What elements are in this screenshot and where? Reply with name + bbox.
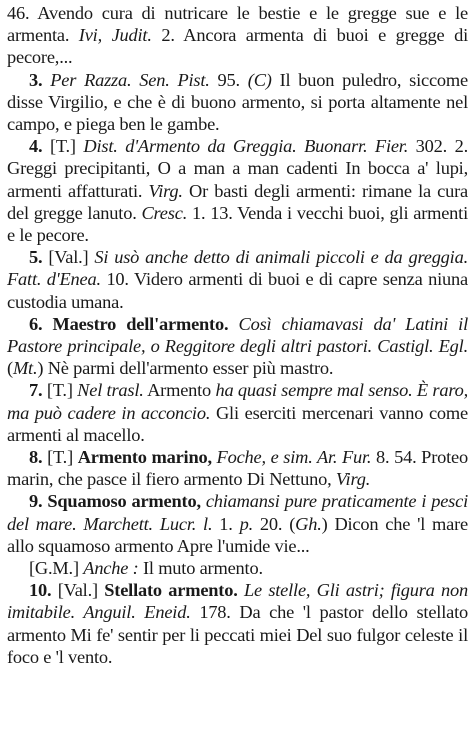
entry-10 xyxy=(7,579,468,668)
entry-number: 7. xyxy=(29,380,43,401)
entry-text: [G.M.] xyxy=(29,558,84,579)
entry-text: 95. xyxy=(209,69,248,90)
entry-text: [T.] xyxy=(42,380,78,401)
entry-text: ) Dicon che 'l mare allo squamoso armento Apre l'umide vie... xyxy=(7,513,469,556)
entry-6 xyxy=(7,313,468,380)
entry-text: Il buon puledro, siccome disse Virgilio, e che è di buono armento, si porta altamente nel campo, e piega ben le gambe. xyxy=(7,69,468,135)
entry-text: 20. ( xyxy=(252,513,296,534)
source-tag: Mt. xyxy=(12,358,38,379)
definition: Anche : xyxy=(83,558,139,579)
entry-text: ( xyxy=(7,358,13,379)
entry-number: 9. xyxy=(29,491,43,512)
entry-text: [T.] xyxy=(42,136,84,157)
entry-text: 8. 54. Proteo marin, che pasce il fiero armento Di Nettuno, xyxy=(7,447,468,490)
entry-7 xyxy=(7,379,468,446)
citation: Cresc. xyxy=(141,202,188,223)
entry-text: Gli eserciti mercenari vanno come armenti al macello. xyxy=(7,402,468,445)
entry-text: 10. Videro armenti di buoi e di capre senza niuna custodia umana. xyxy=(7,269,468,312)
headword: Armento marino, xyxy=(77,447,212,468)
citation: p. xyxy=(239,513,253,534)
entry-text: Armento xyxy=(143,380,216,401)
citation: Ivi, Judit. xyxy=(78,25,152,46)
definition: Foche, e sim. Ar. Fur. xyxy=(211,447,372,468)
entry-3 xyxy=(7,69,468,136)
source-tag: (C) xyxy=(247,69,272,90)
entry-text: [Val.] xyxy=(42,247,95,268)
entry-text: Il muto armento. xyxy=(138,558,263,579)
entry-text: 2. Ancora armenta di buoi e gregge di pecore,... xyxy=(7,25,468,68)
entry-8 xyxy=(7,446,468,490)
citation: Virg. xyxy=(148,180,183,201)
entry-9 xyxy=(7,490,468,557)
source-tag: Gh. xyxy=(295,513,322,534)
entry-text: ) Nè parmi dell'armento esser più mastro. xyxy=(37,358,334,379)
definition: ha quasi sempre mal senso. È raro, ma può cadere in acconcio. xyxy=(7,380,468,423)
entry-text: 46. Avendo cura di nutricare le bestie e le gregge sue e le armenta. xyxy=(7,3,468,46)
headword: Maestro dell'armento. xyxy=(42,313,229,334)
definition: Per Razza. Sen. Pist. xyxy=(42,69,210,90)
entry-9-addendum xyxy=(7,557,468,579)
entry-text: 302. 2. Greggi precipitanti, O a man a man cadenti In bocca a' lupi, armenti affatturati. xyxy=(7,136,468,201)
entry-4 xyxy=(7,135,468,246)
definition: Le stelle, Gli astri; figura non imitabile. Anguil. Eneid. xyxy=(7,580,469,623)
entry-text: [T.] xyxy=(42,447,78,468)
entry-number: 5. xyxy=(29,247,43,268)
entry-text: 1. xyxy=(212,513,240,534)
headword: Stellato armento. xyxy=(104,580,238,601)
entry-number: 6. xyxy=(29,313,43,334)
definition: Così chiamavasi da' Latini il Pastore principale, o Reggitore degli altri pastori. Castigl. Egl. xyxy=(7,313,468,357)
entry-number: 10. xyxy=(29,580,52,601)
citation: Virg. xyxy=(335,469,371,490)
entry-number: 8. xyxy=(29,447,43,468)
entry-5 xyxy=(7,246,468,313)
entry-1 xyxy=(7,2,468,69)
entry-text: 1. 13. Venda i vecchi buoi, gli armenti e le pecore. xyxy=(7,202,468,246)
definition: Nel trasl. xyxy=(77,380,144,401)
entry-number: 3. xyxy=(29,69,43,90)
definition: chiamansi pure praticamente i pesci del mare. Marchett. Lucr. l. xyxy=(7,491,468,534)
entry-text: 178. Da che 'l pastor dello stellato armento Mi fe' sentir per li peccati miei Del suo fulgor celeste il foco e 'l vento. xyxy=(7,602,468,667)
headword: Squamoso armento, xyxy=(42,491,201,512)
definition: Si usò anche detto di animali piccoli e da greggia. Fatt. d'Enea. xyxy=(7,247,468,290)
entry-number: 4. xyxy=(29,136,43,157)
entry-text: Or basti degli armenti: rimane la cura del gregge lanuto. xyxy=(7,180,468,223)
entry-text: [Val.] xyxy=(51,580,105,601)
definition: Dist. d'Armento da Greggia. Buonarr. Fier. xyxy=(83,136,409,157)
